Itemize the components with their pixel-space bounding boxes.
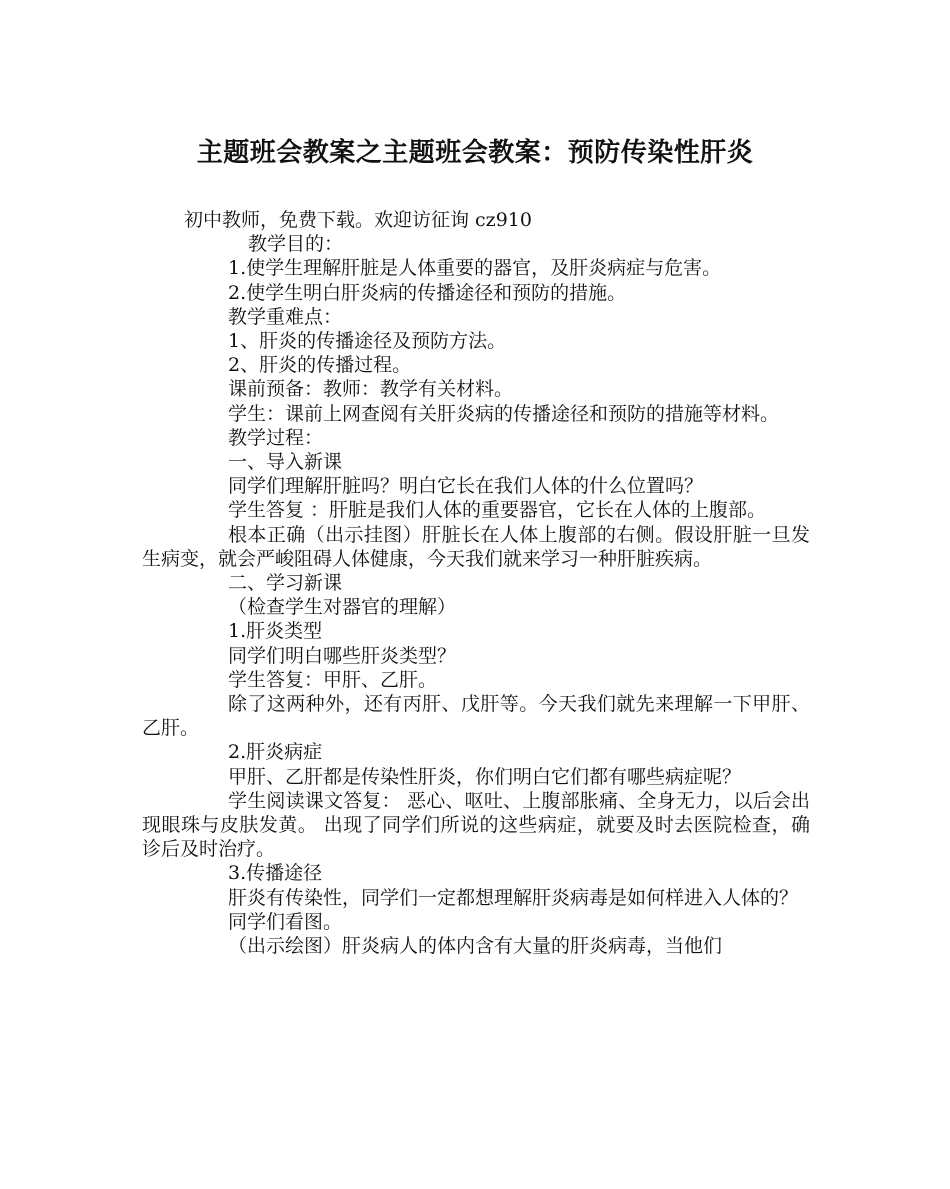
subsection-heading: 2.肝炎病症 bbox=[228, 741, 323, 764]
paragraph-goals-heading: 教学目的： bbox=[248, 233, 344, 256]
paragraph: 2、肝炎的传播过程。 bbox=[228, 354, 412, 377]
paragraph-heading: 教学过程： bbox=[228, 426, 324, 449]
document-body bbox=[142, 208, 810, 958]
paragraph: 学生答复：甲肝、乙肝。 bbox=[228, 668, 438, 691]
paragraph: 同学们看图。 bbox=[228, 910, 343, 933]
paragraph: 学生答复 ：肝脏是我们人体的重要器官，它长在人体的上腹部。 bbox=[228, 499, 767, 522]
paragraph: （出示绘图）肝炎病人的体内含有大量的肝炎病毒，当他们 bbox=[228, 935, 723, 958]
document-title: 主题班会教案之主题班会教案：预防传染性肝炎 bbox=[196, 138, 754, 168]
section-heading: 二、学习新课 bbox=[228, 572, 343, 595]
paragraph: 根本正确（出示挂图）肝脏长在人体上腹部的右侧。假设肝脏一旦发生病变，就会严峻阻碍人体健康，今天我们就来学习一种肝脏疾病。 bbox=[142, 523, 810, 570]
paragraph: 同学们明白哪些肝炎类型？ bbox=[228, 644, 457, 667]
paragraph: 1.使学生理解肝脏是人体重要的器官，及肝炎病症与危害。 bbox=[228, 257, 722, 280]
paragraph: 甲肝、乙肝都是传染性肝炎，你们明白它们都有哪些病症呢？ bbox=[228, 765, 742, 788]
section-heading: 一、导入新课 bbox=[228, 451, 343, 474]
paragraph: 学生：课前上网查阅有关肝炎病的传播途径和预防的措施等材料。 bbox=[228, 402, 780, 425]
paragraph: 学生阅读课文答复： 恶心、呕吐、上腹部胀痛、全身无力，以后会出现眼珠与皮肤发黄。 出现了同学们所说的这些病症，就要及时去医院检查，确诊后及时治疗。 bbox=[142, 789, 810, 861]
paragraph: 课前预备：教师：教学有关材料。 bbox=[228, 378, 514, 401]
subsection-heading: 1.肝炎类型 bbox=[228, 620, 323, 643]
paragraph-heading: 教学重难点： bbox=[228, 305, 343, 328]
paragraph: 肝炎有传染性，同学们一定都想理解肝炎病毒是如何样进入人体的？ bbox=[228, 886, 799, 909]
paragraph: 除了这两种外，还有丙肝、戊肝等。今天我们就先来理解一下甲肝、乙肝。 bbox=[142, 693, 810, 740]
subsection-heading: 3.传播途径 bbox=[228, 862, 323, 885]
paragraph-intro: 初中教师，免费下载。欢迎访征询 cz910 bbox=[184, 209, 532, 231]
paragraph: 1、肝炎的传播途径及预防方法。 bbox=[228, 330, 507, 353]
paragraph: 2.使学生明白肝炎病的传播途径和预防的措施。 bbox=[228, 281, 627, 304]
paragraph: 同学们理解肝脏吗？明白它长在我们人体的什么位置吗？ bbox=[228, 475, 704, 498]
paragraph: （检查学生对器官的理解） bbox=[228, 596, 457, 619]
